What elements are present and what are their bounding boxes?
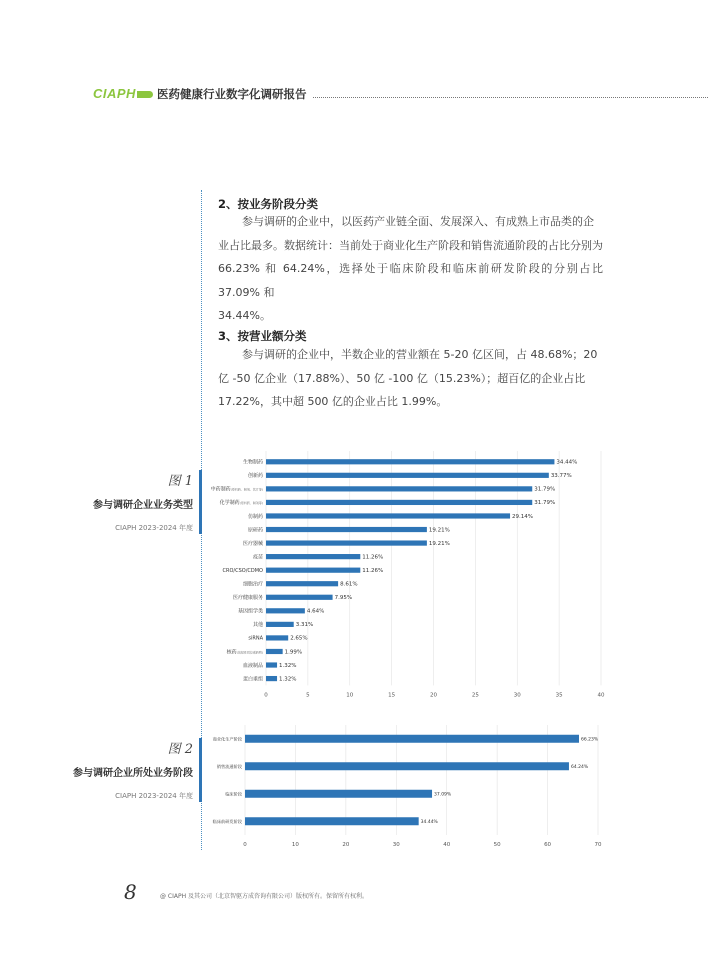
figure-1-number: 图 1 [167,474,193,489]
chart1-category-label: 化学制药(原料药、制剂等) [219,500,263,507]
chart1-tick-label: 5 [306,692,310,699]
chart2-tick-label: 70 [594,842,602,848]
section-3-paragraph [218,343,603,414]
chart1-category-label: 基因组学类 [237,608,263,615]
chart1-bar [266,554,360,559]
chart2-tick-label: 50 [493,842,501,848]
chart1-value-label: 3.31% [295,622,314,629]
chart1-value-label: 34.44% [556,459,578,466]
chart2-category-label: 商业化生产阶段 [212,736,242,742]
section-3-line-1: 参与调研的企业中，半数企业的营业额在 5-20 亿区间，占 48.68%；20 [242,348,598,361]
chart1-category-label: 医疗健康服务 [232,595,263,602]
chart1-value-label: 11.26% [362,554,384,561]
chart1-category-label: 细胞治疗 [242,581,263,588]
chart1-value-label: 8.61% [340,581,358,588]
section-3-line-2: 亿 -50 亿企业（17.88%）、50 亿 -100 亿（15.23%）；超百亿的企业占比 [218,371,586,385]
chart2-category-label: 销售流通阶段 [216,764,242,770]
chart1-category-label: 蛋白重组 [242,676,263,683]
chart1-value-label: 19.21% [428,540,450,547]
chart1-tick-label: 10 [346,692,354,699]
chart1-bar [266,608,305,613]
figure-2-accent-bar [199,738,202,802]
figure-2-number: 图 2 [167,742,193,757]
page-header [93,86,710,108]
chart1-bar [266,540,427,545]
chart1-bar [266,635,288,640]
chart2-tick-label: 20 [342,842,350,848]
chart2-tick-label: 40 [443,842,451,848]
chart1-value-label: 7.95% [334,595,353,602]
chart1-value-label: 31.79% [534,500,556,507]
chart1-tick-label: 40 [597,692,605,699]
chart1-category-label: 核药(放射性同位素药物) [226,649,263,656]
figure-2-label [73,738,193,801]
chart1-category-label: 仿制药 [247,513,263,520]
chart1-category-label: siRNA [248,635,263,642]
chart1-value-label: 2.65% [290,635,308,642]
chart1-value-label: 1.32% [279,662,297,669]
chart2-tick-label: 10 [291,842,299,848]
section-2-title: 2、按业务阶段分类 [218,197,319,211]
chart1-category-label: 原研药 [247,527,263,534]
ciaph-logo: CIAPH [93,86,136,101]
chart1-tick-label: 15 [388,692,396,699]
chart1-bar [266,595,333,600]
section-2-paragraph [218,210,603,328]
chart2-bar [245,817,419,825]
chart1-bar [266,473,549,478]
chart1-bar [266,500,532,505]
chart1-category-label: 中药制药(原料药、制剂、饮片等) [210,486,263,493]
chart2-value-label: 37.09% [434,792,452,798]
chart1-bar [266,513,510,518]
figure-1-source: CIAPH 2023-2024 年度 [115,524,193,532]
chart1-category-label: 血液制品 [242,662,263,669]
chart1-category-note: (放射性同位素药物) [236,650,263,655]
chart1-category-label: 创新药 [247,473,263,480]
chart1-tick-label: 20 [430,692,437,699]
chart1-value-label: 11.26% [362,567,384,574]
chart1-bar [266,459,554,464]
figure-1-label [93,470,193,533]
report-title: 医药健康行业数字化调研报告 [157,87,307,101]
chart1-value-label: 4.64% [306,608,325,615]
figure-1-accent-bar [199,470,202,534]
section-3-line-3: 17.22%，其中超 500 亿的企业占比 1.99%。 [218,395,448,408]
chart1-value-label: 1.32% [279,676,297,683]
section-2-line-4: 34.44%。 [218,309,271,322]
chart1-category-note: (原料药、制剂等) [239,501,263,506]
chart2-value-label: 66.23% [580,737,599,743]
chart1-category-label: CRO/CSO/CDMO [222,567,263,574]
figure-2-chart-svg [205,725,615,850]
figure-2-source: CIAPH 2023-2024 年度 [115,792,193,800]
chart1-category-label: 生物制药 [242,459,263,466]
chart1-bar [266,676,277,681]
chart1-bar [266,649,283,654]
chart1-category-label: 疫苗 [252,554,263,561]
chart2-category-label: 临床前研发阶段 [212,819,242,825]
section-2-line-2: 业占比最多。数据统计：当前处于商业化生产阶段和销售流通阶段的占比分别为 [218,238,603,252]
chart2-value-label: 34.44% [420,820,438,826]
copyright-notice: @ CIAPH 及其公司（北京智驱方成咨询有限公司）版权所有。保留所有权利。 [160,893,369,900]
section-2-line-1: 参与调研的企业中，以医药产业链全面、发展深入、有成熟上市品类的企 [242,215,594,228]
figure-1-caption: 参与调研企业业务类型 [93,500,193,511]
chart1-bar [266,581,338,586]
section-3-title: 3、按营业额分类 [218,329,307,343]
chart1-bar [266,662,277,667]
page-number: 8 [124,880,137,904]
chart1-tick-label: 30 [513,692,521,699]
chart1-bar [266,527,427,532]
chart2-bar [245,735,579,743]
header-dotted-rule [313,97,708,98]
chart2-tick-label: 60 [544,842,552,848]
chart1-category-label: 医疗器械 [242,540,263,547]
chart1-value-label: 1.99% [284,649,303,656]
chart1-tick-label: 0 [264,692,268,699]
chart1-bar [266,622,294,627]
chart1-tick-label: 35 [555,692,563,699]
figure-2-caption: 参与调研企业所处业务阶段 [73,768,193,779]
chart1-value-label: 29.14% [512,513,534,520]
logo-swoosh-icon [137,91,153,98]
chart1-category-label: 其他 [252,622,263,629]
chart2-bar [245,790,432,798]
chart2-bar [245,762,569,770]
chart1-bar [266,486,532,491]
chart1-category-note: (原料药、制剂、饮片等) [230,487,263,492]
chart1-value-label: 19.21% [428,527,450,534]
chart1-value-label: 33.77% [550,473,572,480]
section-2-line-3: 66.23% 和 64.24%，选择处于临床阶段和临床前研发阶段的分别占比 37.09% 和 [218,262,603,299]
chart2-tick-label: 30 [392,842,400,848]
chart1-value-label: 31.79% [534,486,556,493]
figure-2-chart [205,725,615,850]
chart1-tick-label: 25 [471,692,479,699]
chart2-tick-label: 0 [243,842,247,848]
chart1-bar [266,568,360,573]
chart2-category-label: 临床阶段 [225,791,242,797]
figure-1-chart-svg [205,450,615,700]
chart2-value-label: 64.24% [570,765,589,771]
figure-1-chart [205,450,615,700]
